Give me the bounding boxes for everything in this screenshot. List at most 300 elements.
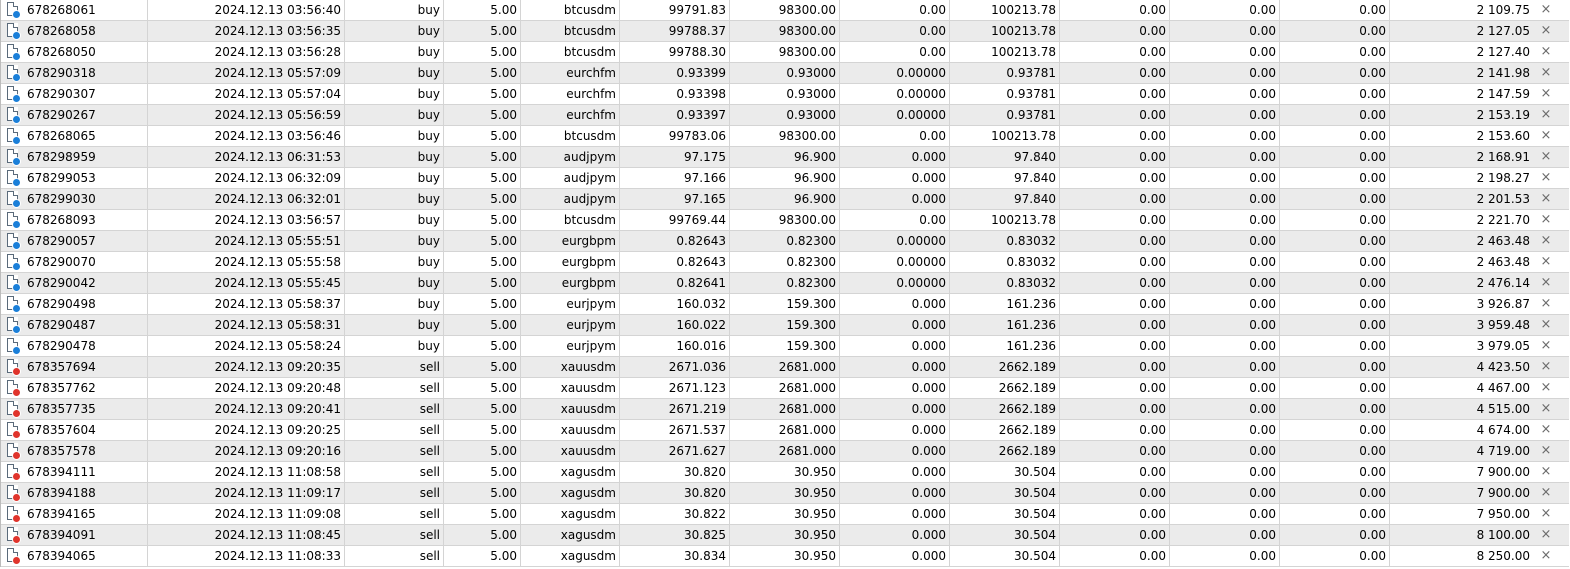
table-row[interactable]	[1, 84, 1569, 105]
commission-cell: 0.00	[1060, 84, 1170, 104]
document-icon	[7, 443, 18, 457]
ticket-cell	[1, 483, 148, 503]
current-price-cell: 2662.189	[950, 357, 1060, 377]
volume-cell: 5.00	[444, 252, 521, 272]
open-price-cell: 99788.37	[620, 21, 730, 41]
table-row[interactable]	[1, 189, 1569, 210]
table-row[interactable]	[1, 147, 1569, 168]
open-time-cell: 2024.12.13 05:55:51	[148, 231, 345, 251]
profit-cell: 2 463.48	[1476, 234, 1530, 248]
ticket-cell	[1, 357, 148, 377]
close-icon[interactable]: ×	[1540, 275, 1552, 290]
ticket-text: 678268050	[27, 45, 96, 59]
current-price-cell: 100213.78	[950, 0, 1060, 20]
swap-cell: 0.00	[1170, 399, 1280, 419]
symbol-cell: eurjpym	[521, 315, 620, 335]
type-cell: buy	[345, 294, 444, 314]
buy-dot-icon	[12, 199, 21, 208]
ticket-cell	[1, 168, 148, 188]
ticket-cell	[1, 126, 148, 146]
close-icon[interactable]: ×	[1540, 2, 1552, 17]
close-icon[interactable]: ×	[1540, 506, 1552, 521]
table-row[interactable]	[1, 441, 1569, 462]
commission-cell: 0.00	[1060, 42, 1170, 62]
close-icon[interactable]: ×	[1540, 338, 1552, 353]
document-icon	[7, 254, 18, 268]
swap-cell: 0.00	[1170, 210, 1280, 230]
close-icon[interactable]: ×	[1540, 296, 1552, 311]
ticket-cell	[1, 252, 148, 272]
ticket-cell	[1, 504, 148, 524]
open-price-cell: 160.022	[620, 315, 730, 335]
ticket-text: 678290042	[27, 276, 96, 290]
ticket-text: 678394165	[27, 507, 96, 521]
take-profit-cell: 0.000	[840, 441, 950, 461]
profit-cell: 7 900.00	[1476, 486, 1530, 500]
close-icon[interactable]: ×	[1540, 464, 1552, 479]
open-time-cell: 2024.12.13 03:56:46	[148, 126, 345, 146]
document-icon	[7, 149, 18, 163]
close-icon[interactable]: ×	[1540, 107, 1552, 122]
close-icon[interactable]: ×	[1540, 44, 1552, 59]
open-price-cell: 30.820	[620, 483, 730, 503]
type-cell: buy	[345, 42, 444, 62]
close-icon[interactable]: ×	[1540, 170, 1552, 185]
commission-cell: 0.00	[1060, 399, 1170, 419]
current-price-cell: 97.840	[950, 168, 1060, 188]
fee-cell: 0.00	[1280, 84, 1390, 104]
document-icon	[7, 212, 18, 226]
current-price-cell: 0.93781	[950, 84, 1060, 104]
document-icon	[7, 86, 18, 100]
close-icon[interactable]: ×	[1540, 527, 1552, 542]
buy-dot-icon	[12, 220, 21, 229]
fee-cell: 0.00	[1280, 168, 1390, 188]
open-price-cell: 2671.627	[620, 441, 730, 461]
swap-cell: 0.00	[1170, 525, 1280, 545]
take-profit-cell: 0.00	[840, 21, 950, 41]
fee-cell: 0.00	[1280, 105, 1390, 125]
profit-cell: 2 109.75	[1476, 3, 1530, 17]
open-price-cell: 99783.06	[620, 126, 730, 146]
take-profit-cell: 0.00000	[840, 273, 950, 293]
type-cell: buy	[345, 315, 444, 335]
buy-dot-icon	[12, 241, 21, 250]
swap-cell: 0.00	[1170, 504, 1280, 524]
current-price-cell: 0.93781	[950, 105, 1060, 125]
commission-cell: 0.00	[1060, 483, 1170, 503]
current-price-cell: 0.83032	[950, 273, 1060, 293]
table-row[interactable]	[1, 0, 1569, 21]
close-icon[interactable]: ×	[1540, 86, 1552, 101]
table-row[interactable]	[1, 315, 1569, 336]
commission-cell: 0.00	[1060, 525, 1170, 545]
table-row[interactable]	[1, 252, 1569, 273]
ticket-text: 678394111	[27, 465, 96, 479]
commission-cell: 0.00	[1060, 357, 1170, 377]
volume-cell: 5.00	[444, 378, 521, 398]
fee-cell: 0.00	[1280, 546, 1390, 566]
volume-cell: 5.00	[444, 462, 521, 482]
fee-cell: 0.00	[1280, 210, 1390, 230]
close-icon[interactable]: ×	[1540, 443, 1552, 458]
close-icon[interactable]: ×	[1540, 485, 1552, 500]
type-cell: sell	[345, 483, 444, 503]
symbol-cell: xauusdm	[521, 378, 620, 398]
ticket-cell	[1, 231, 148, 251]
ticket-text: 678290318	[27, 66, 96, 80]
table-row[interactable]	[1, 525, 1569, 546]
ticket-cell	[1, 147, 148, 167]
fee-cell: 0.00	[1280, 189, 1390, 209]
stop-loss-cell: 159.300	[730, 336, 840, 356]
fee-cell: 0.00	[1280, 441, 1390, 461]
open-price-cell: 160.032	[620, 294, 730, 314]
take-profit-cell: 0.000	[840, 504, 950, 524]
close-icon[interactable]: ×	[1540, 359, 1552, 374]
volume-cell: 5.00	[444, 504, 521, 524]
fee-cell: 0.00	[1280, 273, 1390, 293]
symbol-cell: xagusdm	[521, 504, 620, 524]
type-cell: buy	[345, 168, 444, 188]
table-row[interactable]	[1, 105, 1569, 126]
sell-dot-icon	[12, 367, 21, 376]
document-icon	[7, 422, 18, 436]
swap-cell: 0.00	[1170, 189, 1280, 209]
take-profit-cell: 0.00000	[840, 105, 950, 125]
sell-dot-icon	[12, 472, 21, 481]
close-icon[interactable]: ×	[1540, 233, 1552, 248]
sell-dot-icon	[12, 409, 21, 418]
ticket-cell	[1, 63, 148, 83]
current-price-cell: 0.83032	[950, 252, 1060, 272]
buy-dot-icon	[12, 325, 21, 334]
buy-dot-icon	[12, 52, 21, 61]
buy-dot-icon	[12, 157, 21, 166]
take-profit-cell: 0.000	[840, 420, 950, 440]
stop-loss-cell: 98300.00	[730, 126, 840, 146]
stop-loss-cell: 98300.00	[730, 21, 840, 41]
take-profit-cell: 0.000	[840, 483, 950, 503]
close-icon[interactable]: ×	[1540, 401, 1552, 416]
volume-cell: 5.00	[444, 126, 521, 146]
buy-dot-icon	[12, 346, 21, 355]
take-profit-cell: 0.000	[840, 168, 950, 188]
ticket-text: 678394065	[27, 549, 96, 563]
ticket-text: 678290267	[27, 108, 96, 122]
type-cell: sell	[345, 441, 444, 461]
close-icon[interactable]: ×	[1540, 65, 1552, 80]
symbol-cell: xauusdm	[521, 441, 620, 461]
commission-cell: 0.00	[1060, 546, 1170, 566]
swap-cell: 0.00	[1170, 336, 1280, 356]
table-row[interactable]	[1, 273, 1569, 294]
commission-cell: 0.00	[1060, 252, 1170, 272]
current-price-cell: 97.840	[950, 189, 1060, 209]
open-time-cell: 2024.12.13 06:31:53	[148, 147, 345, 167]
swap-cell: 0.00	[1170, 21, 1280, 41]
close-icon[interactable]: ×	[1540, 149, 1552, 164]
ticket-text: 678290057	[27, 234, 96, 248]
profit-cell: 2 153.60	[1476, 129, 1530, 143]
commission-cell: 0.00	[1060, 189, 1170, 209]
buy-dot-icon	[12, 10, 21, 19]
symbol-cell: btcusdm	[521, 126, 620, 146]
ticket-cell	[1, 441, 148, 461]
fee-cell: 0.00	[1280, 21, 1390, 41]
table-row[interactable]	[1, 294, 1569, 315]
ticket-text: 678299030	[27, 192, 96, 206]
profit-cell: 2 168.91	[1476, 150, 1530, 164]
symbol-cell: audjpym	[521, 168, 620, 188]
commission-cell: 0.00	[1060, 168, 1170, 188]
ticket-cell	[1, 21, 148, 41]
ticket-cell	[1, 105, 148, 125]
stop-loss-cell: 2681.000	[730, 441, 840, 461]
open-time-cell: 2024.12.13 11:08:45	[148, 525, 345, 545]
swap-cell: 0.00	[1170, 63, 1280, 83]
type-cell: sell	[345, 525, 444, 545]
commission-cell: 0.00	[1060, 504, 1170, 524]
volume-cell: 5.00	[444, 273, 521, 293]
symbol-cell: xagusdm	[521, 546, 620, 566]
sell-dot-icon	[12, 493, 21, 502]
current-price-cell: 30.504	[950, 504, 1060, 524]
stop-loss-cell: 96.900	[730, 189, 840, 209]
fee-cell: 0.00	[1280, 483, 1390, 503]
symbol-cell: btcusdm	[521, 42, 620, 62]
stop-loss-cell: 98300.00	[730, 210, 840, 230]
buy-dot-icon	[12, 178, 21, 187]
open-price-cell: 0.93397	[620, 105, 730, 125]
open-time-cell: 2024.12.13 05:58:24	[148, 336, 345, 356]
type-cell: buy	[345, 63, 444, 83]
symbol-cell: btcusdm	[521, 0, 620, 20]
ticket-text: 678394091	[27, 528, 96, 542]
volume-cell: 5.00	[444, 21, 521, 41]
profit-cell: 2 127.40	[1476, 45, 1530, 59]
close-icon[interactable]: ×	[1540, 128, 1552, 143]
swap-cell: 0.00	[1170, 126, 1280, 146]
stop-loss-cell: 30.950	[730, 525, 840, 545]
open-time-cell: 2024.12.13 05:58:37	[148, 294, 345, 314]
table-row[interactable]	[1, 420, 1569, 441]
close-icon[interactable]: ×	[1540, 254, 1552, 269]
document-icon	[7, 107, 18, 121]
close-icon[interactable]: ×	[1540, 212, 1552, 227]
stop-loss-cell: 2681.000	[730, 399, 840, 419]
table-row[interactable]	[1, 126, 1569, 147]
ticket-cell	[1, 462, 148, 482]
volume-cell: 5.00	[444, 483, 521, 503]
current-price-cell: 161.236	[950, 315, 1060, 335]
ticket-cell	[1, 189, 148, 209]
stop-loss-cell: 0.93000	[730, 105, 840, 125]
ticket-cell	[1, 294, 148, 314]
volume-cell: 5.00	[444, 189, 521, 209]
open-time-cell: 2024.12.13 03:56:28	[148, 42, 345, 62]
open-time-cell: 2024.12.13 11:09:17	[148, 483, 345, 503]
open-time-cell: 2024.12.13 05:55:58	[148, 252, 345, 272]
take-profit-cell: 0.00000	[840, 63, 950, 83]
open-time-cell: 2024.12.13 05:58:31	[148, 315, 345, 335]
fee-cell: 0.00	[1280, 63, 1390, 83]
symbol-cell: xagusdm	[521, 525, 620, 545]
document-icon	[7, 170, 18, 184]
current-price-cell: 30.504	[950, 546, 1060, 566]
stop-loss-cell: 0.82300	[730, 273, 840, 293]
table-row[interactable]	[1, 462, 1569, 483]
ticket-text: 678268061	[27, 3, 96, 17]
symbol-cell: xagusdm	[521, 483, 620, 503]
take-profit-cell: 0.000	[840, 462, 950, 482]
stop-loss-cell: 30.950	[730, 483, 840, 503]
type-cell: buy	[345, 273, 444, 293]
commission-cell: 0.00	[1060, 231, 1170, 251]
current-price-cell: 100213.78	[950, 42, 1060, 62]
swap-cell: 0.00	[1170, 315, 1280, 335]
ticket-text: 678357762	[27, 381, 96, 395]
volume-cell: 5.00	[444, 399, 521, 419]
take-profit-cell: 0.00	[840, 0, 950, 20]
stop-loss-cell: 98300.00	[730, 0, 840, 20]
type-cell: sell	[345, 378, 444, 398]
take-profit-cell: 0.000	[840, 399, 950, 419]
open-price-cell: 2671.537	[620, 420, 730, 440]
volume-cell: 5.00	[444, 84, 521, 104]
stop-loss-cell: 30.950	[730, 504, 840, 524]
open-price-cell: 97.165	[620, 189, 730, 209]
stop-loss-cell: 98300.00	[730, 42, 840, 62]
volume-cell: 5.00	[444, 420, 521, 440]
ticket-cell	[1, 315, 148, 335]
close-icon[interactable]: ×	[1540, 380, 1552, 395]
swap-cell: 0.00	[1170, 147, 1280, 167]
symbol-cell: eurgbpm	[521, 252, 620, 272]
table-row[interactable]	[1, 504, 1569, 525]
volume-cell: 5.00	[444, 294, 521, 314]
type-cell: sell	[345, 420, 444, 440]
sell-dot-icon	[12, 388, 21, 397]
volume-cell: 5.00	[444, 357, 521, 377]
ticket-cell	[1, 210, 148, 230]
open-time-cell: 2024.12.13 03:56:57	[148, 210, 345, 230]
open-time-cell: 2024.12.13 03:56:40	[148, 0, 345, 20]
ticket-text: 678394188	[27, 486, 96, 500]
sell-dot-icon	[12, 514, 21, 523]
swap-cell: 0.00	[1170, 294, 1280, 314]
symbol-cell: eurchfm	[521, 63, 620, 83]
stop-loss-cell: 159.300	[730, 315, 840, 335]
ticket-text: 678290498	[27, 297, 96, 311]
table-row[interactable]	[1, 168, 1569, 189]
table-row[interactable]	[1, 378, 1569, 399]
swap-cell: 0.00	[1170, 378, 1280, 398]
type-cell: buy	[345, 126, 444, 146]
type-cell: buy	[345, 21, 444, 41]
open-time-cell: 2024.12.13 09:20:48	[148, 378, 345, 398]
document-icon	[7, 401, 18, 415]
take-profit-cell: 0.000	[840, 189, 950, 209]
volume-cell: 5.00	[444, 231, 521, 251]
close-icon[interactable]: ×	[1540, 422, 1552, 437]
close-icon[interactable]: ×	[1540, 23, 1552, 38]
sell-dot-icon	[12, 535, 21, 544]
open-time-cell: 2024.12.13 11:08:33	[148, 546, 345, 566]
sell-dot-icon	[12, 451, 21, 460]
symbol-cell: btcusdm	[521, 21, 620, 41]
commission-cell: 0.00	[1060, 420, 1170, 440]
type-cell: sell	[345, 504, 444, 524]
swap-cell: 0.00	[1170, 84, 1280, 104]
table-row[interactable]	[1, 357, 1569, 378]
table-row[interactable]	[1, 210, 1569, 231]
table-row[interactable]	[1, 399, 1569, 420]
ticket-text: 678268093	[27, 213, 96, 227]
take-profit-cell: 0.000	[840, 378, 950, 398]
swap-cell: 0.00	[1170, 357, 1280, 377]
close-icon[interactable]: ×	[1540, 191, 1552, 206]
table-row[interactable]	[1, 63, 1569, 84]
table-row[interactable]	[1, 231, 1569, 252]
fee-cell: 0.00	[1280, 315, 1390, 335]
ticket-text: 678357578	[27, 444, 96, 458]
table-row[interactable]	[1, 546, 1569, 567]
profit-cell: 4 423.50	[1476, 360, 1530, 374]
current-price-cell: 100213.78	[950, 21, 1060, 41]
buy-dot-icon	[12, 73, 21, 82]
stop-loss-cell: 0.82300	[730, 231, 840, 251]
buy-dot-icon	[12, 94, 21, 103]
table-row[interactable]	[1, 42, 1569, 63]
open-time-cell: 2024.12.13 05:57:09	[148, 63, 345, 83]
current-price-cell: 0.83032	[950, 231, 1060, 251]
volume-cell: 5.00	[444, 315, 521, 335]
take-profit-cell: 0.000	[840, 147, 950, 167]
table-row[interactable]	[1, 336, 1569, 357]
open-time-cell: 2024.12.13 05:57:04	[148, 84, 345, 104]
close-icon[interactable]: ×	[1540, 317, 1552, 332]
close-icon[interactable]: ×	[1540, 548, 1552, 563]
document-icon	[7, 128, 18, 142]
profit-cell: 8 250.00	[1476, 549, 1530, 563]
open-price-cell: 0.82641	[620, 273, 730, 293]
symbol-cell: eurchfm	[521, 105, 620, 125]
open-time-cell: 2024.12.13 11:08:58	[148, 462, 345, 482]
ticket-text: 678290070	[27, 255, 96, 269]
table-row[interactable]	[1, 21, 1569, 42]
open-price-cell: 0.82643	[620, 231, 730, 251]
document-icon	[7, 485, 18, 499]
table-row[interactable]	[1, 483, 1569, 504]
symbol-cell: eurgbpm	[521, 273, 620, 293]
type-cell: sell	[345, 399, 444, 419]
stop-loss-cell: 0.82300	[730, 252, 840, 272]
profit-cell: 2 153.19	[1476, 108, 1530, 122]
current-price-cell: 30.504	[950, 483, 1060, 503]
profit-cell: 2 476.14	[1476, 276, 1530, 290]
open-time-cell: 2024.12.13 03:56:35	[148, 21, 345, 41]
current-price-cell: 0.93781	[950, 63, 1060, 83]
type-cell: buy	[345, 189, 444, 209]
open-price-cell: 30.834	[620, 546, 730, 566]
profit-cell: 2 198.27	[1476, 171, 1530, 185]
profit-cell: 3 926.87	[1476, 297, 1530, 311]
profit-cell: 8 100.00	[1476, 528, 1530, 542]
take-profit-cell: 0.000	[840, 294, 950, 314]
ticket-cell	[1, 336, 148, 356]
swap-cell: 0.00	[1170, 441, 1280, 461]
